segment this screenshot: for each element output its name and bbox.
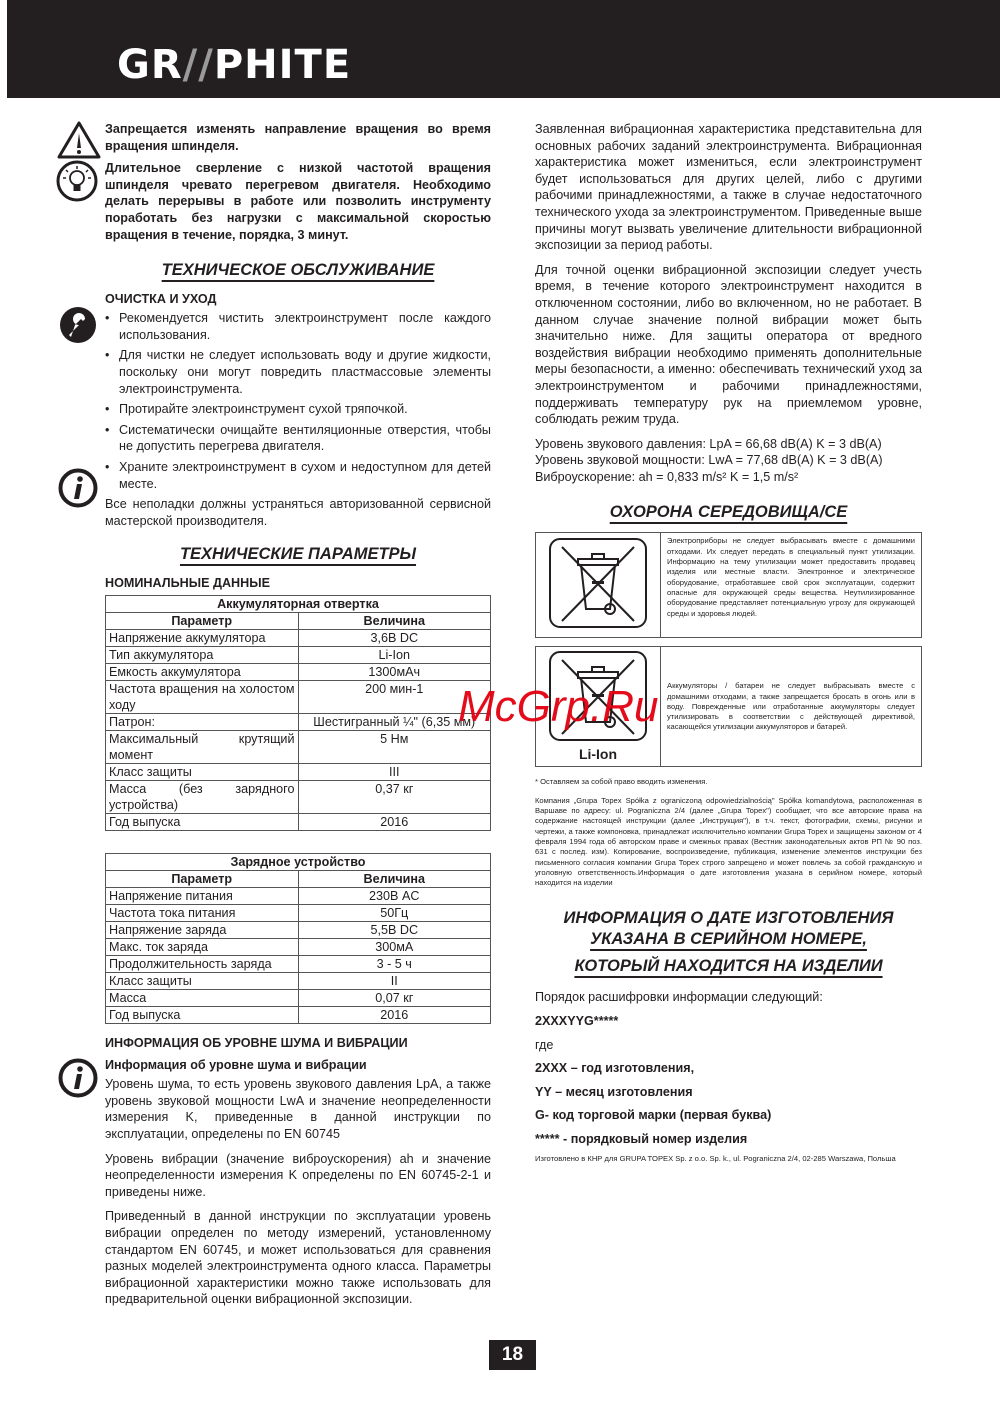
serial-year: 2XXX – год изготовления, — [535, 1061, 695, 1076]
sound-power-value: Уровень звуковой мощности: LwA = 77,68 dB(A) K = 3 dB(A) — [535, 453, 883, 468]
warning-triangle-icon — [57, 121, 101, 159]
column-header: Величина — [298, 613, 491, 630]
list-item: • Для чистки не следует использовать воду и другие жидкости, поскольку они могут повредить пластмассовые элементы электроинструмента. — [105, 347, 491, 397]
right-column — [535, 121, 922, 1164]
serial-number: ***** - порядковый номер изделия — [535, 1132, 748, 1146]
list-item: • Храните электроинструмент в сухом и недоступном для детей месте. — [105, 459, 491, 492]
battery-text: Аккумуляторы / батареи не следует выбрасывать вместе с домашними отходами, а также запрещается бросать в огонь или в воду. Поврежденные или отработанные аккумуляторы следует утилизировать в соответствии с действующей директивой, касающейся утилизации аккумуляторов и батарей. — [661, 647, 922, 767]
maintenance-title: ТЕХНИЧЕСКОЕ ОБСЛУЖИВАНИЕ — [161, 261, 435, 280]
table-row: Продолжительность заряда 3 - 5 ч — [106, 956, 491, 973]
weee-table — [535, 532, 922, 638]
list-item: • Рекомендуется чистить электроинструмент после каждого использования. — [105, 310, 491, 343]
service-note: Все неполадки должны устраняться авторизованной сервисной мастерской производителя. — [105, 497, 491, 528]
rated-data-subtitle: НОМИНАЛЬНЫЕ ДАННЫЕ — [105, 576, 270, 591]
environment-title: ОХОРОНА СЕРЕДОВИЩА/CE — [609, 503, 848, 522]
info-icon — [58, 1058, 98, 1098]
left-column — [105, 121, 491, 1308]
vibration-paragraph: Уровень вибрации (значение виброускорения) ah и значение неопределенности измерения K определены по EN 60745-2-1 и приведены ниже. — [105, 1151, 491, 1199]
table-row: Год выпуска 2016 — [106, 1007, 491, 1024]
screwdriver-table — [105, 595, 491, 831]
noise-section-title: ИНФОРМАЦИЯ ОБ УРОВНЕ ШУМА И ВИБРАЦИИ — [105, 1036, 408, 1051]
serial-brand: G- код торговой марки (первая буква) — [535, 1108, 772, 1123]
table-row: Класс защиты III — [106, 764, 491, 781]
manufacturer-info: Изготовлено в КНР для GRUPA TOPEX Sp. z o.o. Sp. k., ul. Pograniczna 2/4, 02-285 Warszawa, Польша — [535, 1153, 896, 1163]
vibration-exposure-paragraph: Для точной оценки вибрационной экспозиции следует учесть время, в течение которого электроинструмент находится в отключенном состоянии, либо во включенном, но не работает. В данном случае значение полной вибрации может быть значительно ниже. Для защиты оператора от вредного воздействия вибрации необходимо применять дополнительные меры безопасности, а именно: обеспечивать технический уход за электроинструментом и рабочими принадлежностями, поддерживать температуру рук на приемлемом уровне, соблюдать режим труда. — [535, 262, 922, 427]
page-number: 18 — [489, 1340, 536, 1370]
table-row: Масса 0,07 кг — [106, 990, 491, 1007]
graphite-logo: GR//PHITE — [117, 42, 352, 88]
table-row: Патрон: Шестигранный ¼" (6,35 мм) — [106, 714, 491, 731]
weee-text: Электроприборы не следует выбрасывать вместе с домашними отходами. Их следует передать в специальный пункт утилизации. Информацию на тему утилизации может предоставить продавец изделия или местные власти. Электронное и электрическое оборудование, отработавшее свой срок эксплуатации, содержит опасные для окружающей среды вещества. Неутилизированное оборудование представляет потенциальную угрозу для окружающей среды и здоровья людей. — [661, 533, 922, 638]
table-row: Напряжение аккумулятора 3,6В DC — [106, 630, 491, 647]
tech-params-title: ТЕХНИЧЕСКИЕ ПАРАМЕТРЫ — [179, 545, 417, 564]
serial-month: YY – месяц изготовления — [535, 1084, 693, 1099]
changes-note: * Оставляем за собой право вводить изменения. — [535, 777, 708, 787]
serial-where: где — [535, 1037, 554, 1052]
serial-intro: Порядок расшифровки информации следующий: — [535, 990, 823, 1005]
column-header: Параметр — [106, 613, 299, 630]
wrench-icon — [58, 305, 98, 345]
info-icon — [58, 468, 98, 508]
table-caption: Аккумуляторная отвертка — [106, 596, 491, 613]
noise-subtitle: Информация об уровне шума и вибрации — [105, 1058, 367, 1073]
crossed-bin-icon — [548, 537, 648, 629]
watermark: McGrp.Ru — [458, 682, 659, 731]
list-item: • Систематически очищайте вентиляционные отверстия, чтобы не допустить перегрева двигателя. — [105, 422, 491, 455]
copyright-text: Компания „Grupa Topex Spółka z ograniczoną odpowiedzialnością" Spółka komandytowa, расположенная в Варшаве по адресу: ul. Pograniczna 2/4 (далее „Grupa Topex") сообщает, что все авторские права на содержание настоящей инструкции (далее „Инструкция"), в т.ч. текст, фотографии, схемы, рисунки и чертежи, а также компоновка, принадлежат исключительно компании Grupa Topex и защищены законом от 4 февраля 1994 года об авторском праве и смежных правах (Вестник законодательных актов РП № 90 поз. 631 с послед. изм). Копирование, воспроизведение, публикация, изменение элементов инструкции без письменного согласия компании Grupa Topex строго запрещено и может повлечь за собой гражданскую и уголовную ответственность.Информация о дате изготовления указана в серийном номере, который находится на изделии — [535, 795, 922, 888]
table-caption: Зарядное устройство — [106, 854, 491, 871]
vibration-characteristic-paragraph: Заявленная вибрационная характеристика представительна для основных рабочих заданий электроинструмента. Вибрационная характеристика может измениться, если электроинструмент будет использоваться для других целей, либо с другими рабочими принадлежностями, а также в случае недостаточного технического ухода за электроинструментом. Приведенные выше причины могут вызвать увеличение длительности вибрационной экспозиции за период работы. — [535, 122, 922, 253]
table-row: Масса (без зарядного устройства) 0,37 кг — [106, 781, 491, 814]
page-header — [7, 0, 1000, 98]
table-row: Емкость аккумулятора 1300мАч — [106, 664, 491, 681]
column-header: Величина — [298, 871, 491, 888]
vibration-method-paragraph: Приведенный в данной инструкции по эксплуатации уровень вибрации определен по методу измерений, установленному стандартом EN 60745, и может использоваться для сравнения разных моделей электроинструмента одного класса. Параметры вибрационной характеристики можно также использовать для предварительной оценки вибрационной экспозиции. — [105, 1209, 491, 1307]
table-row: Напряжение заряда 5,5В DC — [106, 922, 491, 939]
table-row: Напряжение питания 230В AC — [106, 888, 491, 905]
serial-code: 2XXXYYG***** — [535, 1014, 619, 1029]
lightbulb-icon — [56, 160, 98, 202]
rotation-warning: Запрещается изменять направление вращения во время вращения шпинделя. — [105, 122, 491, 153]
vibration-value: Виброускорение: ah = 0,833 m/s² K = 1,5 m/s² — [535, 469, 799, 484]
table-row: Макс. ток заряда 300мА — [106, 939, 491, 956]
noise-paragraph: Уровень шума, то есть уровень звукового давления LpA, а также уровень звуковой мощности LwA и значение неопределенности измерения K, приведенные в данной инструкции по эксплуатации, определены по EN 60745 — [105, 1077, 491, 1142]
table-row: Частота тока питания 50Гц — [106, 905, 491, 922]
li-ion-label: Li-Ion — [578, 746, 618, 763]
list-item: • Протирайте электроинструмент сухой тряпочкой. — [105, 401, 491, 418]
table-row: Частота вращения на холостом ходу 200 мин-1 — [106, 681, 491, 714]
table-row: Класс защиты II — [106, 973, 491, 990]
drilling-warning: Длительное сверление с низкой частотой вращения шпинделя чревато перегревом двигателя. Необходимо делать перерывы в работе или позволить инструменту поработать без нагрузки с максимальной скоростью вращения в течение, порядка, 3 минут. — [105, 161, 491, 242]
cleaning-subtitle: ОЧИСТКА И УХОД — [105, 292, 217, 307]
table-row: Максимальный крутящий момент 5 Нм — [106, 731, 491, 764]
sound-pressure-value: Уровень звукового давления: LpA = 66,68 dB(A) K = 3 dB(A) — [535, 436, 882, 451]
charger-table — [105, 853, 491, 1024]
column-header: Параметр — [106, 871, 299, 888]
table-row: Год выпуска 2016 — [106, 814, 491, 831]
table-row: Тип аккумулятора Li-Ion — [106, 647, 491, 664]
serial-title: ИНФОРМАЦИЯ О ДАТЕ ИЗГОТОВЛЕНИЯ УКАЗАНА В СЕРИЙНОМ НОМЕРЕ, КОТОРЫЙ НАХОДИТСЯ НА ИЗДЕЛИИ — [563, 909, 894, 976]
cleaning-list — [105, 310, 491, 492]
